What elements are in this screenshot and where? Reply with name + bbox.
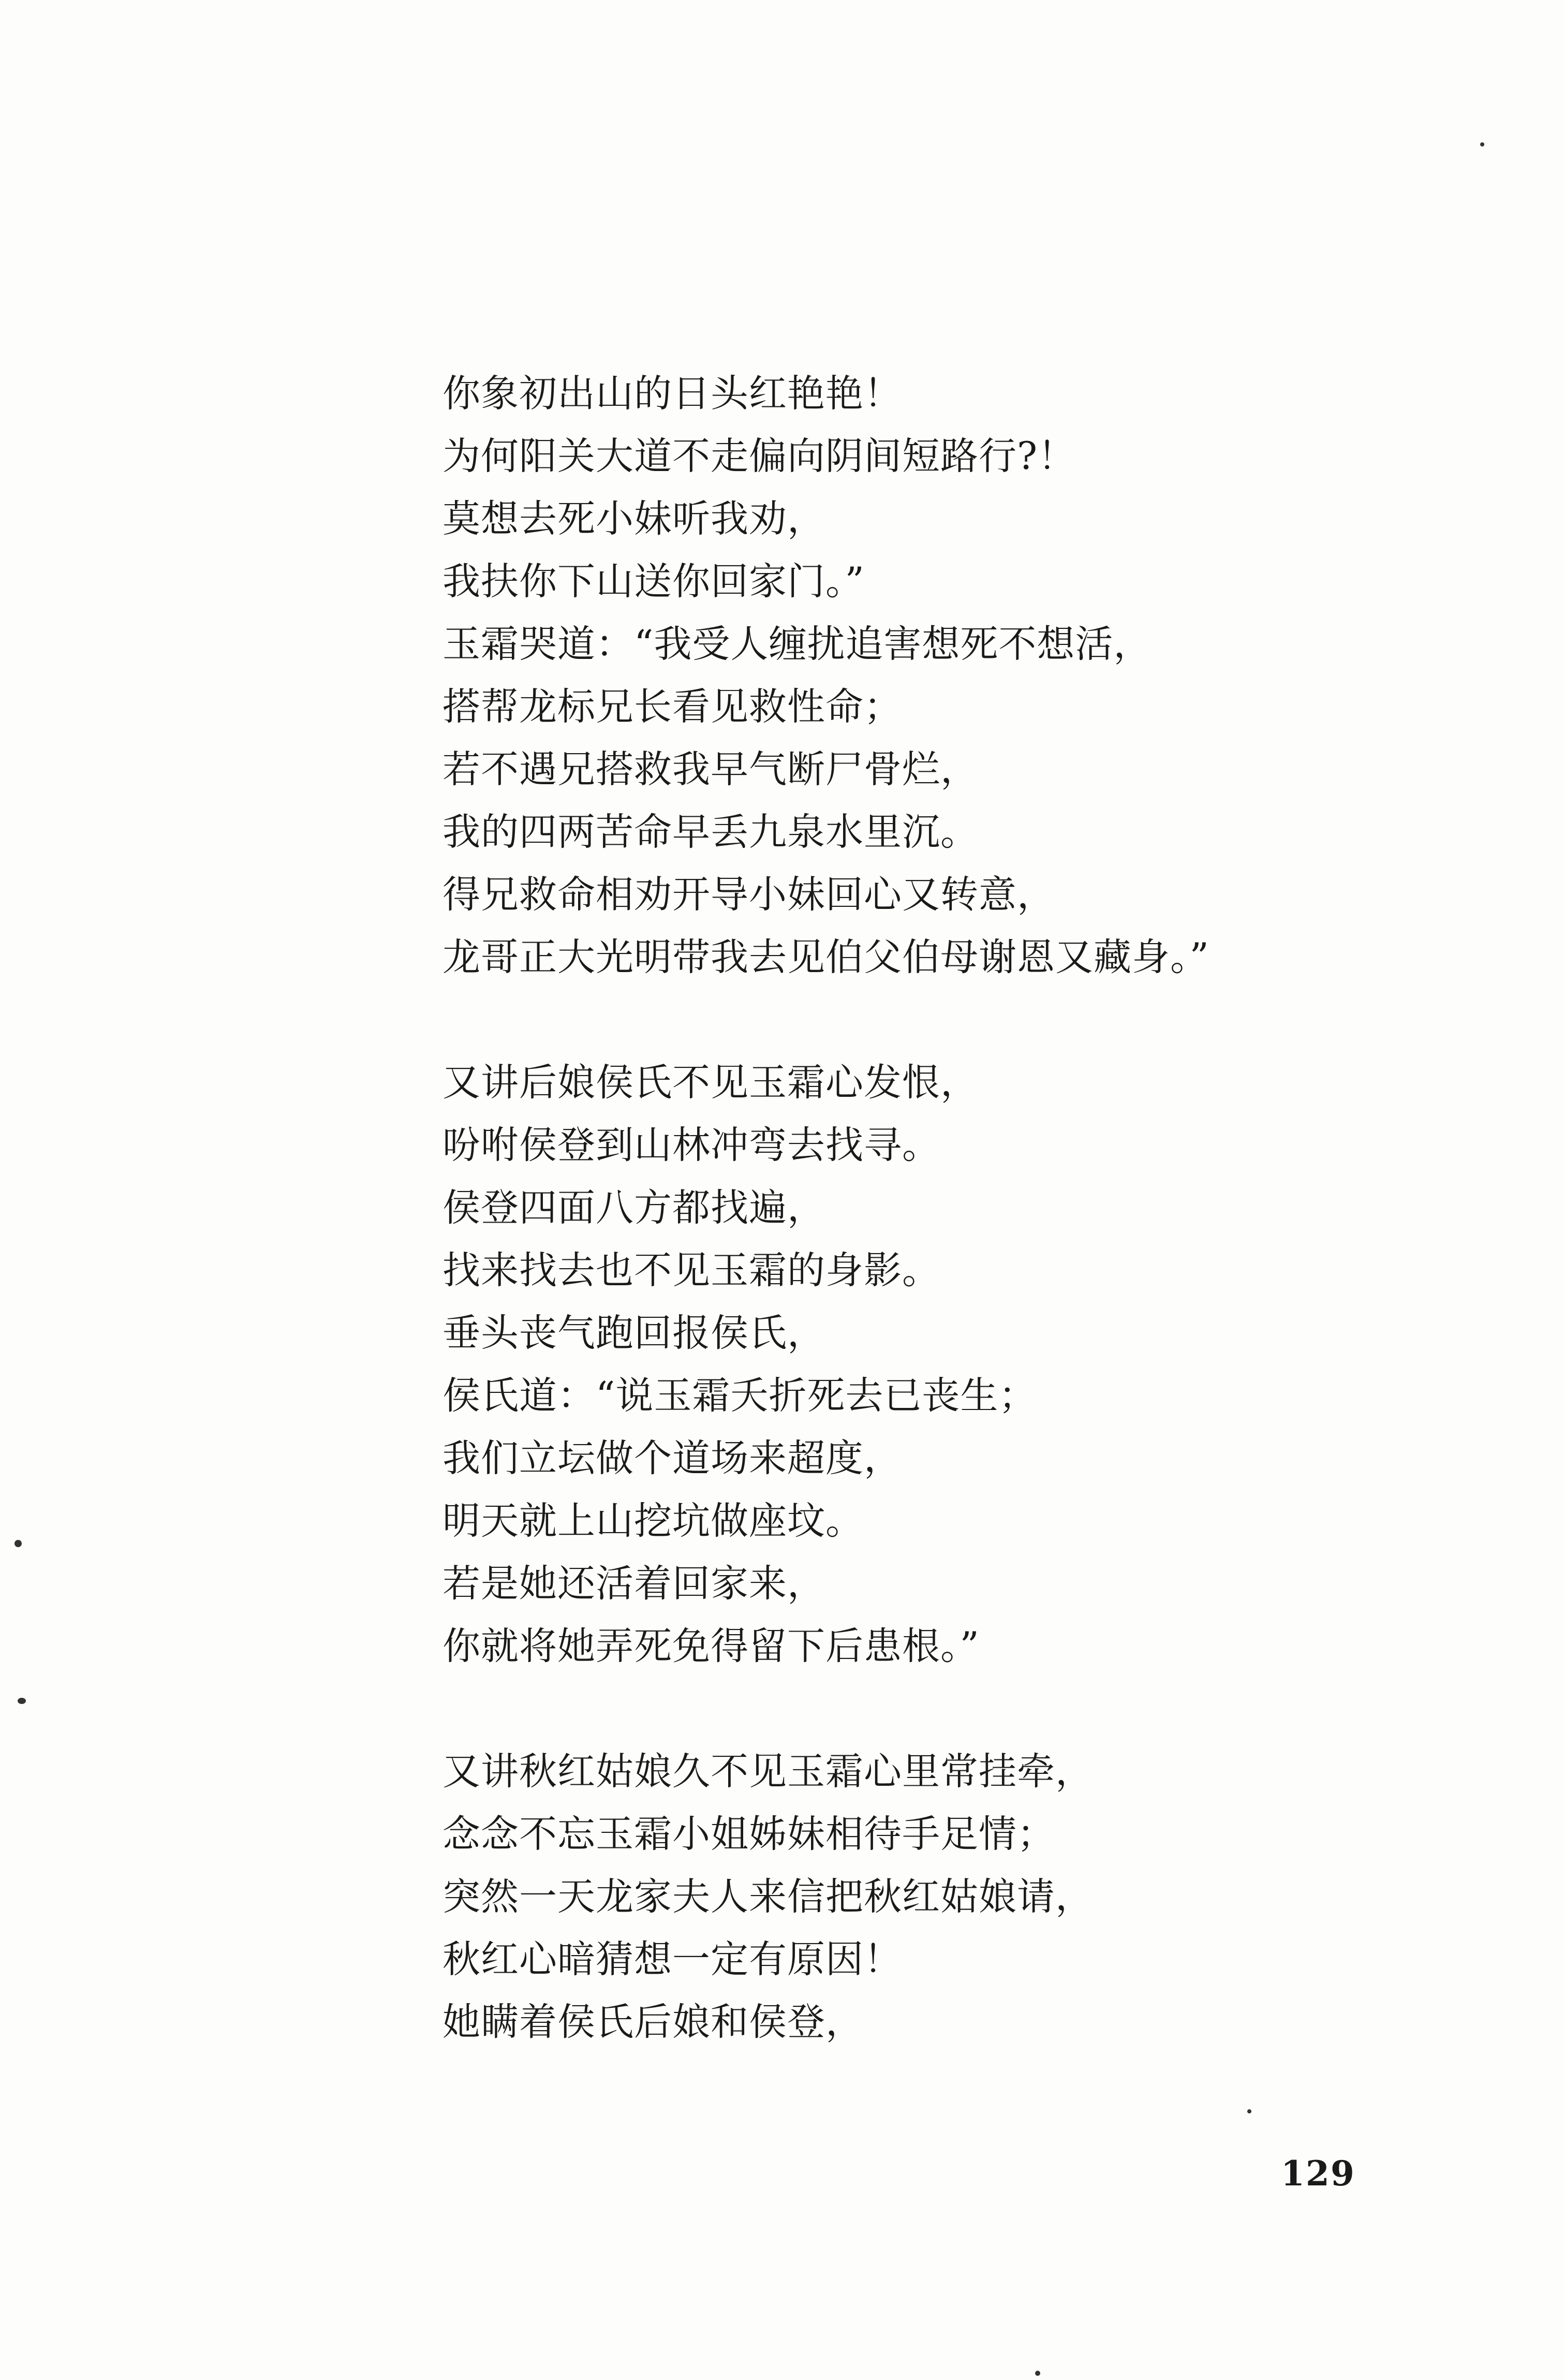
text-line: 念念不忘玉霜小姐姊妹相待手足情； [442,1812,1055,1856]
text-line: 我扶你下山送你回家门。” [442,560,865,604]
text-line: 侯登四面八方都找遍， [442,1186,825,1230]
text-line: 龙哥正大光明带我去见伯父伯母谢恩又藏身。” [442,935,1209,979]
page-number: 129 [1281,2153,1355,2194]
text-line: 又讲后娘侯氏不见玉霜心发恨， [442,1061,979,1105]
text-line: 秋红心暗猜想一定有原因！ [442,1937,902,1981]
text-line: 为何阳关大道不走偏向阴间短路行?！ [442,434,1076,478]
text-line: 搭帮龙标兄长看见救性命； [442,685,902,729]
text-line: 垂头丧气跑回报侯氏， [442,1311,825,1355]
text-line: 她瞒着侯氏后娘和侯登， [442,2000,864,2044]
text-line: 找来找去也不见玉霜的身影。 [442,1248,940,1292]
text-line: 你就将她弄死免得留下后患根。” [442,1624,980,1668]
scan-speck [1035,2371,1040,2376]
scan-speck [1480,142,1484,146]
text-line: 莫想去死小妹听我劝， [442,497,825,541]
scan-speck [14,1540,22,1547]
poem-text [442,362,1426,2053]
text-line: 你象初出山的日头红艳艳！ [442,372,902,416]
text-line: 又讲秋红姑娘久不见玉霜心里常挂牵， [442,1750,1094,1794]
text-line: 吩咐侯登到山林冲弯去找寻。 [442,1123,940,1167]
text-line: 我们立坛做个道场来超度， [442,1436,902,1480]
text-line: 玉霜哭道：“我受人缠扰追害想死不想活， [442,622,1152,666]
scan-speck [18,1698,26,1704]
text-line: 明天就上山挖坑做座坟。 [442,1499,864,1543]
text-line: 若是她还活着回家来， [442,1562,825,1606]
text-line: 若不遇兄搭救我早气断尸骨烂， [442,747,979,791]
text-line: 突然一天龙家夫人来信把秋红姑娘请， [442,1875,1094,1919]
stanza-2 [442,1051,1426,1678]
stanza-3 [442,1740,1426,2053]
text-line: 我的四两苦命早丢九泉水里沉。 [442,810,979,854]
text-line: 得兄救命相劝开导小妹回心又转意， [442,873,1055,917]
scan-speck [1247,2109,1251,2113]
stanza-1 [442,362,1426,989]
text-line: 侯氏道：“说玉霜夭折死去已丧生； [442,1374,1037,1418]
